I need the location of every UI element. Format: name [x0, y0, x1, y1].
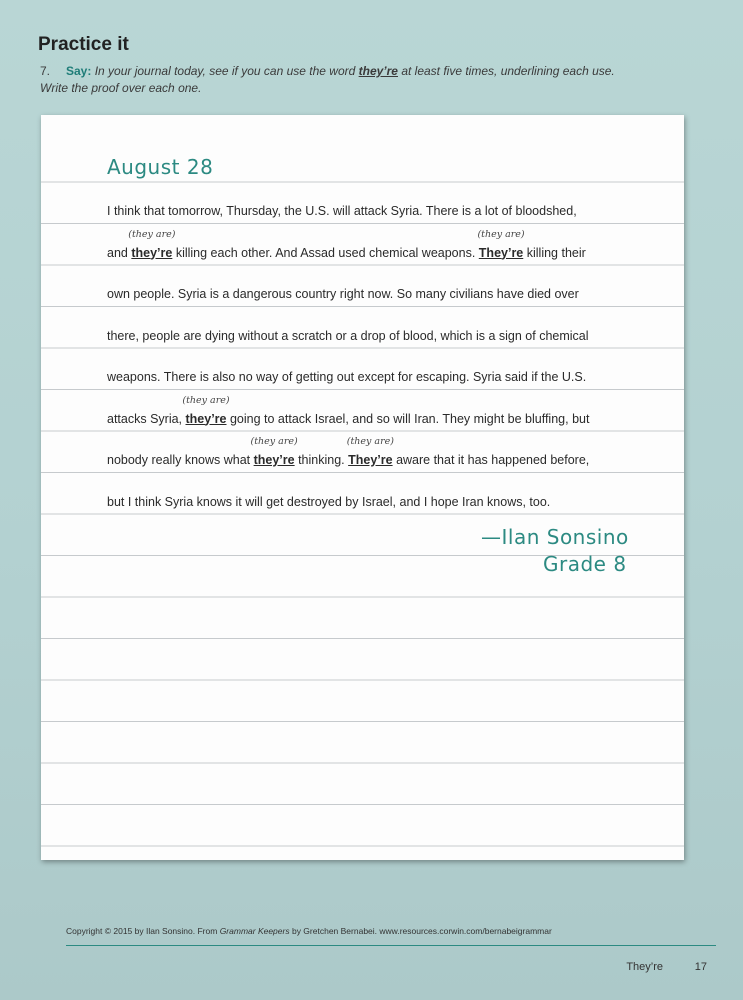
text-segment: killing their — [523, 245, 586, 260]
text-segment: but I think Syria knows it will get destroyed by Israel, and I hope Iran knows, too. — [107, 494, 551, 509]
signature-grade: Grade 8 — [543, 552, 627, 576]
underlined-theyre — [128, 228, 176, 260]
underlined-theyre — [182, 394, 230, 426]
copyright-prefix: Copyright © 2015 by Ilan Sonsino. From — [66, 926, 220, 936]
instruction-keyword: they’re — [358, 64, 398, 78]
proof-annotation: (they are) — [128, 228, 176, 240]
proof-annotation: (they are) — [250, 436, 298, 447]
proof-annotation: (they are) — [477, 228, 525, 240]
journal-line — [107, 370, 586, 384]
text-segment: weapons. There is also no way of getting out except for escaping. Syria said if the U.S. — [107, 370, 587, 384]
proof-annotation: (they are) — [346, 436, 394, 447]
text-segment: aware that it has happened before, — [392, 453, 590, 467]
copyright-notice — [66, 926, 552, 936]
text-segment: killing each other. And Assad used chemical weapons. — [172, 245, 479, 260]
underlined-theyre — [346, 436, 394, 467]
journal-line — [107, 228, 586, 260]
text-segment: thinking. — [294, 453, 349, 467]
text-segment: and — [107, 245, 132, 260]
instruction-text-after: at least five times, underlining each use. Write the proof over each one. — [40, 64, 615, 95]
journal-date: August 28 — [107, 155, 214, 179]
signature-name: —Ilan Sonsino — [481, 525, 629, 549]
theyre-word: they’re — [185, 411, 227, 426]
text-segment: attacks Syria, — [107, 411, 186, 426]
text-segment: own people. Syria is a dangerous country right now. So many civilians have died over — [107, 287, 579, 301]
journal-line — [107, 204, 577, 218]
text-segment: going to attack Israel, and so will Iran. They might be bluffing, but — [226, 411, 590, 426]
instruction — [40, 63, 640, 96]
journal-page — [41, 115, 684, 860]
theyre-word: They’re — [348, 453, 393, 467]
text-segment: there, people are dying without a scratch or a drop of blood, which is a sign of chemical — [107, 328, 589, 343]
journal-line — [107, 394, 590, 426]
journal-line — [107, 329, 589, 343]
theyre-word: They’re — [478, 245, 524, 260]
text-segment: nobody really knows what — [107, 453, 254, 467]
instruction-text-before: In your journal today, see if you can use the word — [91, 64, 359, 78]
journal-line — [107, 287, 579, 301]
footer-divider — [66, 945, 716, 946]
book-title: Grammar Keepers — [219, 926, 290, 936]
instruction-say-label: Say: — [66, 64, 92, 78]
text-segment: I think that tomorrow, Thursday, the U.S. will attack Syria. There is a lot of bloodshed, — [107, 204, 577, 218]
instruction-number: 7. — [40, 64, 51, 78]
journal-line — [107, 495, 550, 509]
theyre-word: they’re — [253, 453, 295, 467]
theyre-word: they’re — [131, 245, 173, 260]
journal-line — [107, 436, 590, 467]
underlined-theyre — [477, 228, 525, 260]
section-heading: Practice it — [38, 34, 129, 55]
copyright-suffix: by Gretchen Bernabei. www.resources.corwin.com/bernabeigrammar — [289, 926, 552, 936]
underlined-theyre — [250, 436, 298, 467]
chapter-title: They’re — [626, 961, 663, 973]
proof-annotation: (they are) — [182, 394, 230, 406]
page-number: 17 — [694, 961, 707, 973]
